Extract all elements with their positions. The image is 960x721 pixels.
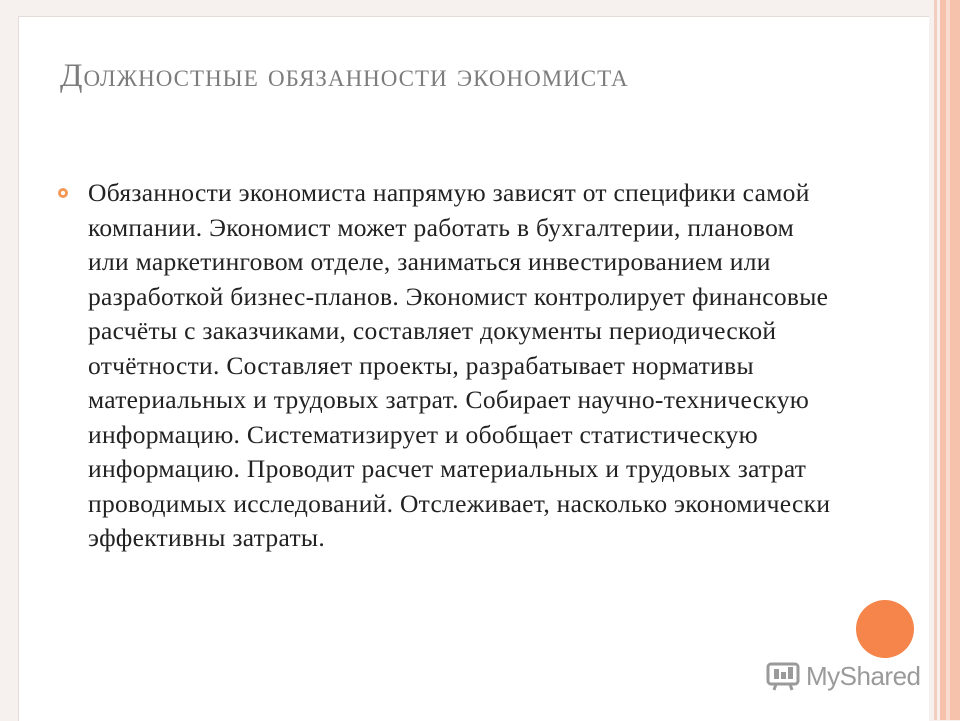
slide-title: Должностные обязанности экономиста (60, 58, 629, 94)
decorative-stripe-wide (940, 0, 960, 720)
decorative-stripe-thin (934, 0, 937, 720)
bullet-ring-icon (58, 188, 68, 198)
myshared-logo-icon (766, 661, 800, 691)
decorative-stripe-light (946, 0, 950, 720)
decorative-orange-circle (856, 600, 914, 658)
watermark-text: MyShared (806, 660, 921, 691)
watermark (766, 656, 921, 696)
bullet-text: Обязанности экономиста напрямую зависят от специфики самой компании. Экономист может работать в бухгалтерии, плановом или маркетинговом отделе, заниматься инвестированием или разработкой бизнес-планов. Экономист контролирует финансовые расчёты с заказчиками, составляет документы периодической отчётности. Составляет проекты, разрабатывает нормативы материальных и трудовых затрат. Собирает научно-техническую информацию. Систематизирует и обобщает статистическую информацию. Проводит расчет материальных и трудовых затрат проводимых исследований. Отслеживает, насколько экономически эффективны затраты. (88, 178, 831, 552)
